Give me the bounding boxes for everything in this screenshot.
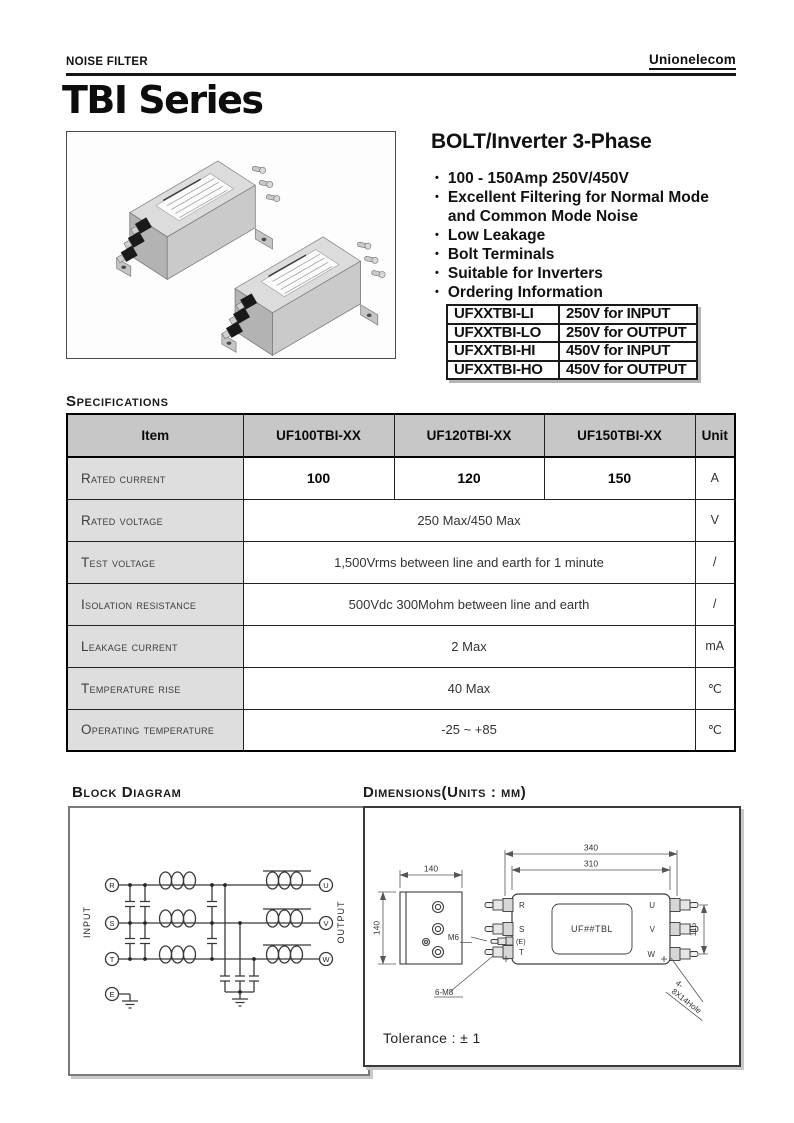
terminal-t-label: T [109, 954, 115, 964]
feature-text: Ordering Information [447, 284, 603, 301]
input-side-label: INPUT [82, 906, 92, 938]
column-header: Unit [695, 414, 735, 457]
ordering-desc: 450V for INPUT [559, 342, 697, 361]
spec-value: 2 Max [243, 625, 695, 667]
spec-value: 120 [394, 457, 544, 499]
spec-unit: mA [695, 625, 735, 667]
table-row [67, 541, 735, 583]
page-title: TBI Series [62, 78, 263, 122]
product-type-heading: BOLT/Inverter 3-Phase [431, 130, 652, 153]
spec-item: Rated current [67, 457, 243, 499]
terminal-u-label: U [649, 901, 655, 910]
bolt-note-label: 6-M8 [435, 988, 454, 997]
hole-note-line1: 4- [673, 978, 685, 990]
product-illustration [67, 132, 395, 358]
list-item [430, 245, 732, 264]
spec-unit: A [695, 457, 735, 499]
bullet-icon: • [435, 286, 439, 298]
table-row [67, 457, 735, 499]
hole-note-line2: 8X14Hole [669, 986, 704, 1016]
dim-340: 340 [583, 842, 599, 853]
specifications-heading: Specifications [66, 393, 169, 410]
model-label: UF##TBL [570, 924, 614, 934]
dimensions-box [363, 806, 741, 1067]
terminal-r-label: R [519, 901, 525, 910]
table-row [447, 342, 697, 361]
ordering-desc: 250V for OUTPUT [559, 324, 697, 343]
table-row [447, 361, 697, 380]
terminal-v-label: V [323, 918, 329, 928]
terminal-e-label: (E) [516, 937, 526, 946]
terminal-t-label: T [519, 948, 524, 957]
spec-value: 500Vdc 300Mohm between line and earth [243, 583, 695, 625]
spec-unit: / [695, 541, 735, 583]
table-row [67, 625, 735, 667]
spec-item: Leakage current [67, 625, 243, 667]
terminal-r-label: R [109, 880, 115, 890]
table-header-row [67, 414, 735, 457]
table-row [67, 499, 735, 541]
spec-unit: V [695, 499, 735, 541]
bullet-icon: • [435, 172, 439, 184]
spec-item: Temperature rise [67, 667, 243, 709]
spec-value: 40 Max [243, 667, 695, 709]
terminal-e-label: E [109, 989, 115, 999]
ordering-model: UFXXTBI-HI [447, 342, 559, 361]
ordering-model: UFXXTBI-LO [447, 324, 559, 343]
product-photo-box [66, 131, 396, 359]
dim-140-width: 140 [423, 863, 439, 874]
table-row [67, 709, 735, 751]
terminal-u-label: U [323, 880, 329, 890]
feature-list [430, 169, 732, 302]
side-view [400, 892, 462, 964]
feature-text: Low Leakage [447, 227, 546, 244]
terminal-w-label: W [322, 954, 330, 964]
column-header: UF120TBI-XX [394, 414, 544, 457]
dim-140-height: 140 [371, 920, 382, 936]
spec-unit: / [695, 583, 735, 625]
earth-thread-label: M6 [447, 933, 459, 942]
feature-text: Excellent Filtering for Normal Mode and Common Mode Noise [447, 189, 709, 225]
intro-column [430, 130, 732, 380]
feature-text: Bolt Terminals [447, 246, 555, 263]
terminal-s-label: S [109, 918, 115, 928]
table-row [447, 305, 697, 324]
spec-value: 1,500Vrms between line and earth for 1 minute [243, 541, 695, 583]
feature-text: Suitable for Inverters [447, 265, 603, 282]
terminal-w-label: W [647, 950, 655, 959]
bullet-icon: • [435, 248, 439, 260]
spec-item: Test voltage [67, 541, 243, 583]
spec-item: Rated voltage [67, 499, 243, 541]
list-item [430, 226, 732, 245]
spec-item: Operating temperature [67, 709, 243, 751]
spec-item: Isolation resistance [67, 583, 243, 625]
ordering-desc: 450V for OUTPUT [559, 361, 697, 380]
brand-logo: Unionelecom [649, 52, 736, 70]
block-diagram-box [68, 806, 370, 1076]
ordering-table [446, 304, 698, 380]
noise-filter-device-2 [221, 237, 386, 355]
noise-filter-device-1 [115, 161, 280, 279]
list-item [430, 188, 732, 226]
document-category: NOISE FILTER [66, 56, 148, 68]
spec-unit: ℃ [695, 709, 735, 751]
column-header: Item [67, 414, 243, 457]
list-item [430, 169, 732, 188]
header-rule [66, 73, 736, 76]
spec-value: -25 ~ +85 [243, 709, 695, 751]
spec-value: 100 [243, 457, 394, 499]
terminal-v-label: V [649, 925, 655, 934]
block-diagram-heading: Block Diagram [72, 784, 182, 801]
tolerance-note: Tolerance : ± 1 [383, 1030, 481, 1046]
column-header: UF100TBI-XX [243, 414, 394, 457]
table-row [447, 324, 697, 343]
table-row [67, 667, 735, 709]
bullet-icon: • [435, 191, 439, 203]
ordering-model: UFXXTBI-LI [447, 305, 559, 324]
bullet-icon: • [435, 267, 439, 279]
spec-value: 150 [544, 457, 695, 499]
feature-text: 100 - 150Amp 250V/450V [447, 170, 629, 187]
list-item [430, 283, 732, 302]
column-header: UF150TBI-XX [544, 414, 695, 457]
output-side-label: OUTPUT [336, 900, 346, 944]
table-row [67, 583, 735, 625]
dimensions-heading: Dimensions(Units : mm) [363, 784, 527, 801]
bullet-icon: • [435, 229, 439, 241]
list-item [430, 264, 732, 283]
circuit-diagram [70, 808, 368, 1074]
terminal-s-label: S [519, 925, 525, 934]
spec-value: 250 Max/450 Max [243, 499, 695, 541]
ordering-model: UFXXTBI-HO [447, 361, 559, 380]
dim-115: 115 [688, 922, 698, 937]
dim-310: 310 [583, 858, 599, 869]
specifications-table [66, 413, 736, 752]
spec-unit: ℃ [695, 667, 735, 709]
dimension-drawing [365, 808, 739, 1065]
ordering-desc: 250V for INPUT [559, 305, 697, 324]
